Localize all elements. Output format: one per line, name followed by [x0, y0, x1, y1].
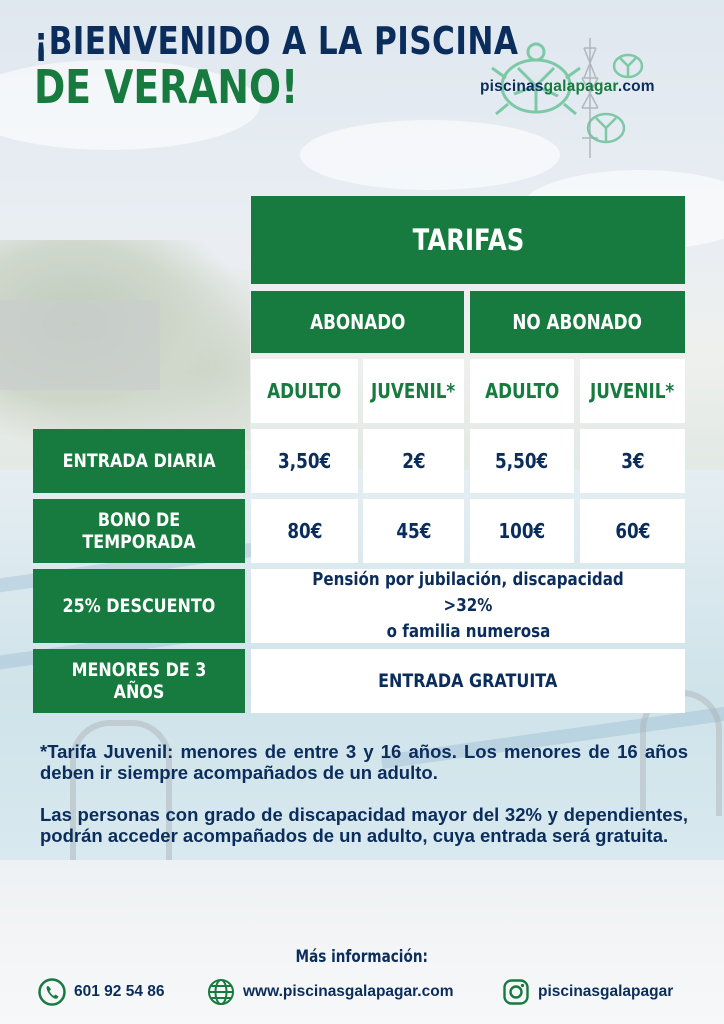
- row-label-entrada-diaria: ENTRADA DIARIA: [33, 429, 245, 493]
- discount-text-line-2: o familia numerosa: [386, 621, 550, 642]
- note-tarifa-juvenil: *Tarifa Juvenil: menores de entre 3 y 16 años. Los menores de 16 años deben ir siempre acompañados de un adulto.: [40, 741, 688, 783]
- logo-text-part-3: .com: [617, 78, 655, 95]
- logo-text-part-2: galapagar: [543, 78, 618, 95]
- subheader-adulto-no-abonado: ADULTO: [470, 359, 574, 423]
- page-title: [34, 19, 519, 114]
- free-entry-text: ENTRADA GRATUITA: [251, 649, 685, 713]
- table-cell: 2€: [363, 429, 464, 493]
- row-label-menores-3: MENORES DE 3 AÑOS: [33, 649, 245, 713]
- title-line-1: ¡BIENVENIDO A LA PISCINA: [34, 19, 519, 63]
- table-cell: 100€: [470, 499, 574, 563]
- instagram-icon: [502, 978, 530, 1006]
- table-cell: 45€: [363, 499, 464, 563]
- row-label-bono-temporada: BONO DE TEMPORADA: [33, 499, 245, 563]
- turtle-icon: [478, 38, 678, 158]
- brand-logo: [478, 38, 688, 158]
- title-line-2: DE VERANO!: [34, 60, 299, 114]
- table-cell: 80€: [251, 499, 358, 563]
- table-cell: 3€: [580, 429, 685, 493]
- contact-instagram[interactable]: [502, 978, 673, 1006]
- more-info-heading: Más información:: [295, 947, 429, 967]
- site-logo-text: [480, 78, 655, 96]
- globe-icon: [207, 978, 235, 1006]
- phone-number: 601 92 54 86: [74, 983, 165, 1000]
- subheader-juvenil-no-abonado: JUVENIL*: [580, 359, 685, 423]
- subheader-adulto-abonado: ADULTO: [251, 359, 358, 423]
- website-url: www.piscinasgalapagar.com: [243, 983, 454, 1000]
- contact-website[interactable]: [207, 978, 453, 1006]
- phone-icon: [38, 978, 66, 1006]
- table-cell: 5,50€: [470, 429, 574, 493]
- table-cell: 3,50€: [251, 429, 358, 493]
- note-discapacidad: Las personas con grado de discapacidad mayor del 32% y dependientes, podrán acceder acompañados de un adulto, cuya entrada será gratuita.: [40, 804, 688, 846]
- table-cell: 60€: [580, 499, 685, 563]
- row-label-descuento: 25% DESCUENTO: [33, 569, 245, 643]
- group-header-no-abonado: NO ABONADO: [470, 291, 685, 353]
- logo-text-part-1: piscinas: [480, 78, 544, 95]
- table-title: TARIFAS: [251, 196, 685, 284]
- instagram-handle: piscinasgalapagar: [538, 983, 674, 1000]
- discount-description: [251, 569, 685, 643]
- contact-phone[interactable]: [38, 978, 165, 1006]
- group-header-abonado: ABONADO: [251, 291, 464, 353]
- subheader-juvenil-abonado: JUVENIL*: [363, 359, 464, 423]
- discount-text-line-1: Pensión por jubilación, discapacidad >32%: [312, 569, 624, 616]
